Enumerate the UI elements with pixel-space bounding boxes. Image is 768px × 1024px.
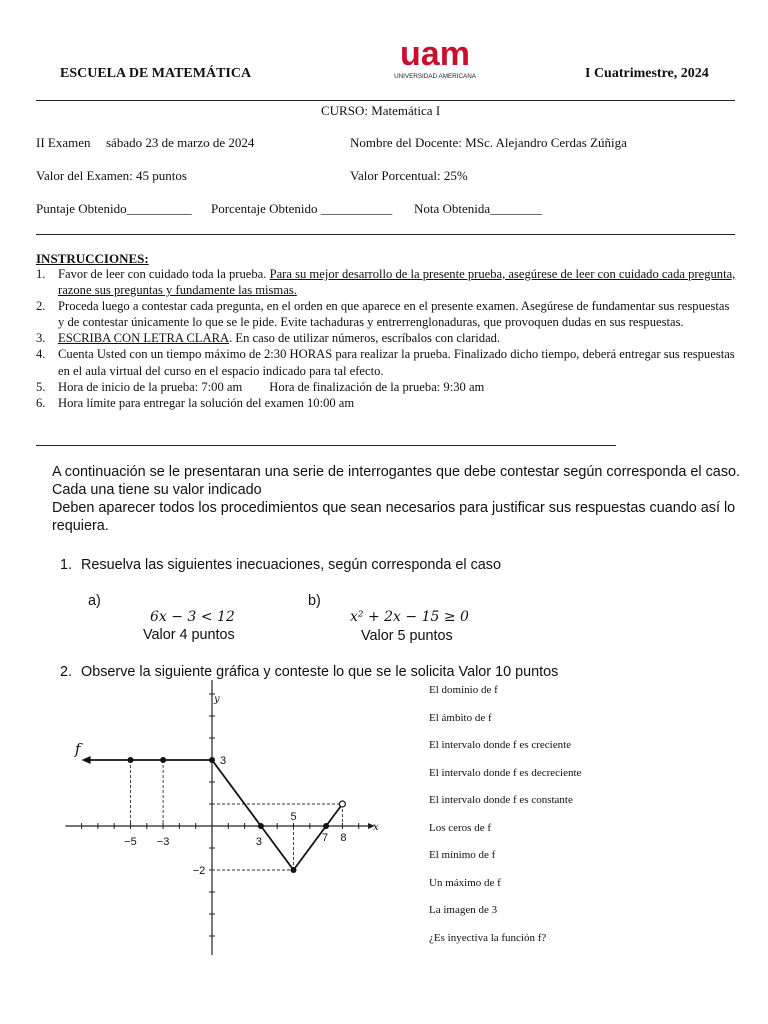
question-1a-expression: 6x − 3 < 12 <box>150 609 235 625</box>
intro-line-1: A continuación se le presentaran una serie de interrogantes que debe contestar según corresponda el caso. Cada una tiene su valor indicado <box>52 464 741 498</box>
x-tick-label: −3 <box>156 836 170 848</box>
school-name: ESCUELA DE MATEMÁTICA <box>60 66 252 81</box>
x-tick-label: −5 <box>124 836 137 848</box>
question-2-item: Un máximo de f <box>429 877 501 889</box>
percent-value: Valor Porcentual: 25% <box>350 168 468 183</box>
x-tick-label: 3 <box>255 836 262 848</box>
data-point <box>160 757 166 763</box>
instruction-item: 1. Favor de leer con cuidado toda la prueba. Para su mejor desarrollo de la presente prueba, asegúrese de leer con cuidado cada pregunta, razone sus preguntas y fundamente las mismas. <box>36 267 736 298</box>
instruction-item: 6. Hora límite para entregar la solución del examen 10:00 am <box>36 395 355 410</box>
instruction-item: 5. Hora de inicio de la prueba: 7:00 am Hora de finalización de la prueba: 9:30 am <box>36 379 485 394</box>
term-label: I Cuatrimestre, 2024 <box>585 66 709 81</box>
teacher-name: Nombre del Docente: MSc. Alejandro Cerdas Zúñiga <box>350 135 627 150</box>
grade-field: Nota Obtenida________ <box>414 201 543 216</box>
course-label: CURSO: Matemática I <box>321 103 441 118</box>
question-1a-value: Valor 4 puntos <box>143 627 235 643</box>
data-point <box>209 757 215 763</box>
question-2-item: El dominio de f <box>429 684 498 696</box>
y-tick-label: 3 <box>219 755 227 767</box>
question-1-text: Resuelva las siguientes inecuaciones, según corresponda el caso <box>81 557 501 573</box>
y-tick-label: −2 <box>192 865 206 877</box>
data-point <box>258 823 264 829</box>
university-logo <box>385 36 485 84</box>
logo-subtitle: UNIVERSIDAD AMERICANA <box>394 73 476 80</box>
exam-date: sábado 23 de marzo de 2024 <box>106 135 255 150</box>
percent-obtained-field: Porcentaje Obtenido ___________ <box>211 201 393 216</box>
question-2-item: El ámbito de f <box>429 712 492 724</box>
function-line <box>88 760 343 870</box>
open-endpoint <box>339 801 345 807</box>
exam-name: II Examen <box>36 135 91 150</box>
instructions-divider <box>36 445 616 446</box>
instructions-title: INSTRUCCIONES: <box>36 251 149 266</box>
left-arrowhead <box>82 756 91 764</box>
info-divider <box>36 234 735 235</box>
x-tick-label: 5 <box>290 811 297 823</box>
question-2-item: El mínimo de f <box>429 849 496 861</box>
data-point <box>291 867 297 873</box>
question-2-item: El intervalo donde f es decreciente <box>429 767 582 779</box>
question-1b-label: b) <box>308 593 321 609</box>
intro-line-2: Deben aparecer todos los procedimientos que sean necesarios para justificar sus respuestas cuando así lo requiera. <box>52 500 736 534</box>
question-2-text: Observe la siguiente gráfica y conteste lo que se le solicita Valor 10 puntos <box>81 664 559 680</box>
score-field: Puntaje Obtenido__________ <box>36 201 192 216</box>
question-2-item: El intervalo donde f es constante <box>429 794 573 806</box>
instruction-item: 4. Cuenta Usted con un tiempo máximo de 2:30 HORAS para realizar la prueba. Finalizado dicho tiempo, deberá entregar sus respuestas en el aula virtual del curso en el espacio indicado para tal efecto. <box>36 347 735 378</box>
question-2-item: Los ceros de f <box>429 822 492 834</box>
intro-text <box>52 463 742 535</box>
x-axis-label: x <box>373 822 379 833</box>
instruction-item: 3. ESCRIBA CON LETRA CLARA. En caso de utilizar números, escríbalos con claridad. <box>36 331 501 346</box>
function-graph <box>60 680 400 955</box>
question-1b-expression: x² + 2x − 15 ≥ 0 <box>350 609 469 625</box>
instruction-item: 2. Proceda luego a contestar cada pregunta, en el orden en que aparece en el presente examen. Asegúrese de fundamentar sus respuestas y de contestar únicamente lo que se le pide. Evite tachaduras y entrerrenglonaduras, que provoquen dudas en sus respuestas. <box>36 299 730 330</box>
question-1a-label: a) <box>88 593 101 609</box>
question-2-item: La imagen de 3 <box>429 904 498 916</box>
logo-mark: uam <box>400 36 470 73</box>
x-tick-label: 8 <box>340 832 347 844</box>
header-divider <box>36 100 735 101</box>
x-tick-label: 7 <box>322 832 329 844</box>
question-2-item: El intervalo donde f es creciente <box>429 739 572 751</box>
function-label: f <box>74 740 81 758</box>
exam-value: Valor del Examen: 45 puntos <box>36 168 187 183</box>
data-point <box>128 757 134 763</box>
question-2-item: ¿Es inyectiva la función f? <box>429 932 547 944</box>
question-1b-value: Valor 5 puntos <box>361 628 453 644</box>
y-axis-label: y <box>214 694 220 705</box>
question-1-number: 1. <box>60 557 73 573</box>
question-2-number: 2. <box>60 664 73 680</box>
data-point <box>323 823 329 829</box>
instructions-list <box>36 266 736 411</box>
